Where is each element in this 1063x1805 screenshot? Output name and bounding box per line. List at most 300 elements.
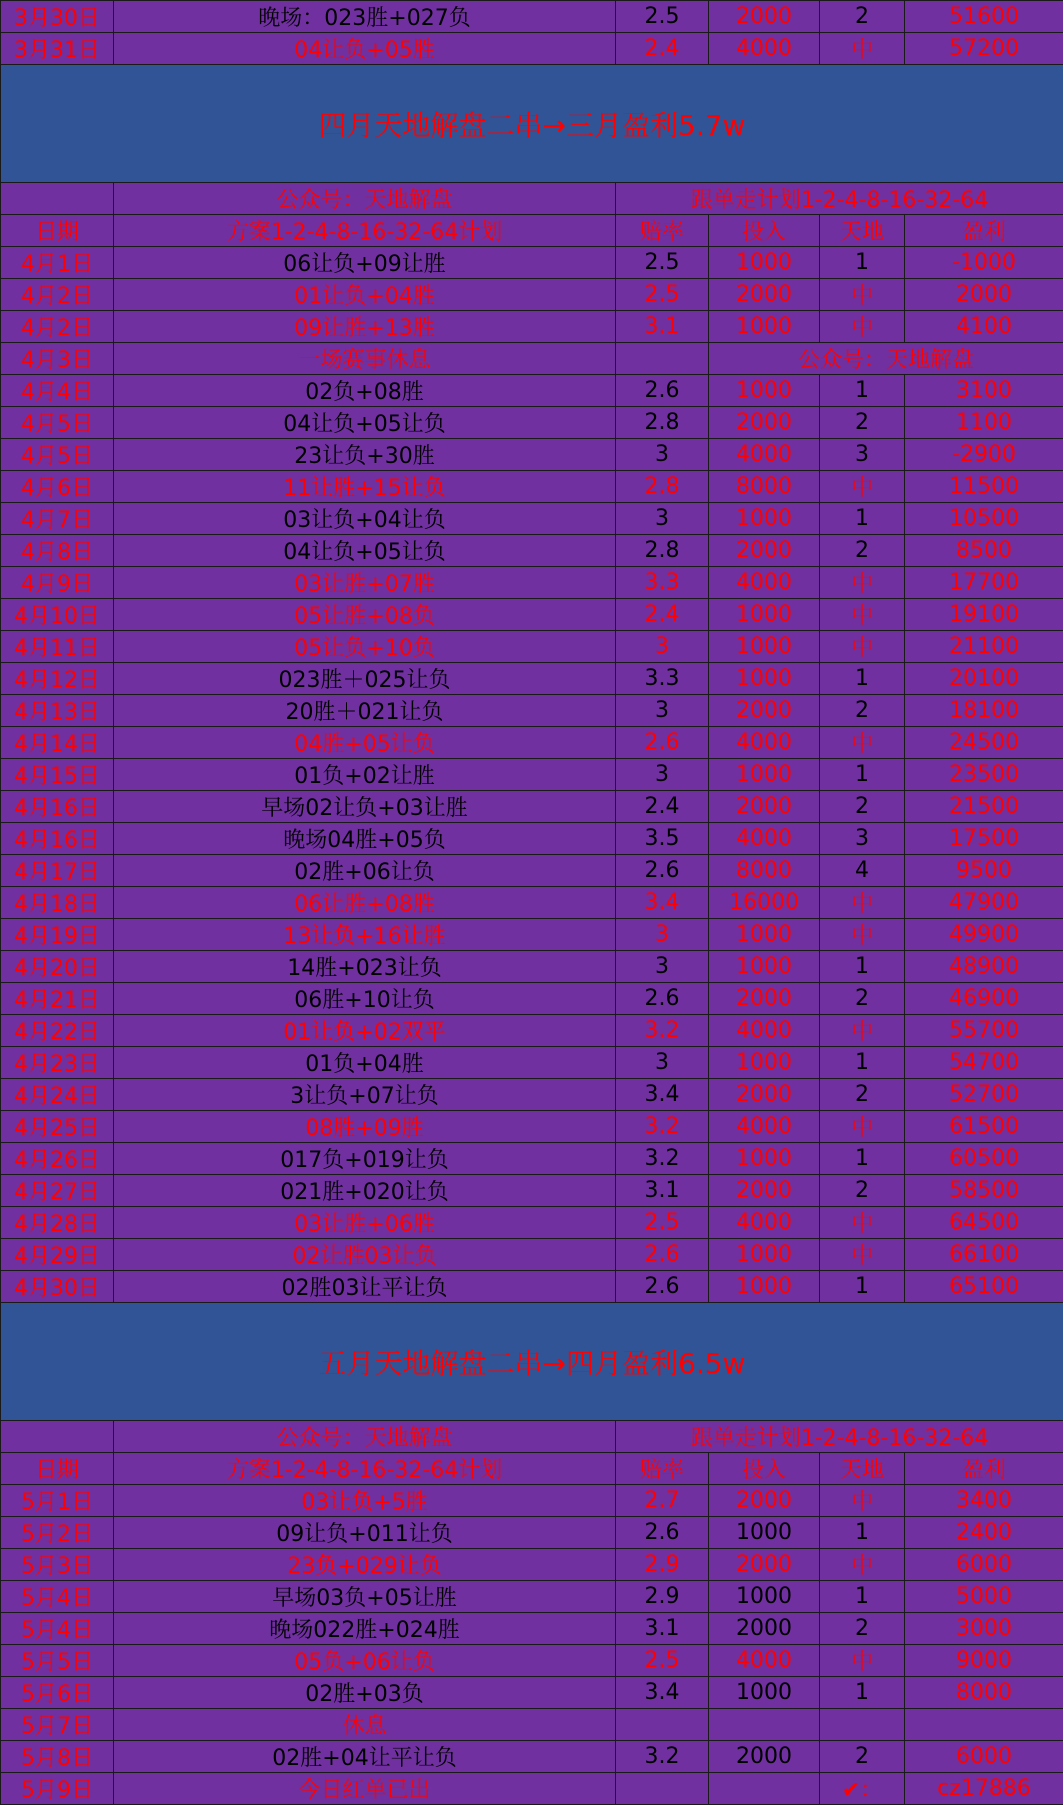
table-row <box>1 503 1063 535</box>
result-cell: 中 <box>820 631 905 663</box>
plan-cell: 05负+06让负 <box>114 1645 616 1677</box>
odds-cell: 2.4 <box>616 33 709 65</box>
plan-cell: 23负+029让负 <box>114 1549 616 1581</box>
result-cell: 2 <box>820 535 905 567</box>
odds-cell: 2.5 <box>616 1 709 33</box>
stake-cell: 4000 <box>709 1111 820 1143</box>
table-row <box>1 1549 1063 1581</box>
table-row <box>1 1 1063 33</box>
odds-cell: 3.2 <box>616 1741 709 1773</box>
result-cell: 1 <box>820 1517 905 1549</box>
profit-cell <box>905 1709 1063 1741</box>
stake-cell: 1000 <box>709 247 820 279</box>
stake-cell: 8000 <box>709 855 820 887</box>
table-row <box>1 1079 1063 1111</box>
stake-cell: 1000 <box>709 1517 820 1549</box>
plan-cell: 01让负+02双平 <box>114 1015 616 1047</box>
result-cell: 1 <box>820 1677 905 1709</box>
profit-cell: 57200 <box>905 33 1063 65</box>
profit-cell: 64500 <box>905 1207 1063 1239</box>
date-cell: 5月7日 <box>1 1709 114 1741</box>
table-row <box>1 791 1063 823</box>
plan-cell: 08胜+09胜 <box>114 1111 616 1143</box>
stake-cell: 1000 <box>709 1047 820 1079</box>
date-cell: 5月1日 <box>1 1485 114 1517</box>
date-cell: 4月24日 <box>1 1079 114 1111</box>
header-odds: 赔率 <box>616 1453 709 1485</box>
profit-cell: 2000 <box>905 279 1063 311</box>
date-cell: 4月20日 <box>1 951 114 983</box>
table-row <box>1 1741 1063 1773</box>
odds-cell: 2.5 <box>616 247 709 279</box>
result-cell: 中 <box>820 599 905 631</box>
date-cell: 4月14日 <box>1 727 114 759</box>
stake-cell: 2000 <box>709 1175 820 1207</box>
date-cell: 4月6日 <box>1 471 114 503</box>
odds-cell: 3.4 <box>616 1677 709 1709</box>
profit-cell: 17500 <box>905 823 1063 855</box>
odds-cell: 2.8 <box>616 535 709 567</box>
date-cell: 4月3日 <box>1 343 114 375</box>
date-cell: 5月3日 <box>1 1549 114 1581</box>
plan-cell: 05让负+10负 <box>114 631 616 663</box>
stake-cell: 1000 <box>709 1239 820 1271</box>
banner-title: 四月天地解盘二串→三月盈利5.7w <box>1 65 1063 183</box>
date-cell: 5月4日 <box>1 1581 114 1613</box>
stake-cell: 2000 <box>709 695 820 727</box>
plan-cell: 14胜+023让负 <box>114 951 616 983</box>
date-cell: 3月30日 <box>1 1 114 33</box>
date-cell: 4月5日 <box>1 407 114 439</box>
result-cell: 2 <box>820 983 905 1015</box>
account-row <box>1 1421 1063 1453</box>
plan-cell: 23让负+30胜 <box>114 439 616 471</box>
profit-cell: 61500 <box>905 1111 1063 1143</box>
odds-cell: 3.1 <box>616 311 709 343</box>
header-stake: 投入 <box>709 215 820 247</box>
section-banner <box>1 1303 1063 1421</box>
profit-cell: 20100 <box>905 663 1063 695</box>
result-cell: 1 <box>820 1047 905 1079</box>
odds-cell: 3 <box>616 1047 709 1079</box>
profit-cell: 52700 <box>905 1079 1063 1111</box>
result-cell: 中 <box>820 1015 905 1047</box>
plan-cell: 02让胜03让负 <box>114 1239 616 1271</box>
stake-cell: 1000 <box>709 311 820 343</box>
profit-cell: 18100 <box>905 695 1063 727</box>
date-cell: 4月2日 <box>1 311 114 343</box>
table-row <box>1 311 1063 343</box>
table-row <box>1 1645 1063 1677</box>
odds-cell: 2.4 <box>616 599 709 631</box>
stake-cell: 4000 <box>709 823 820 855</box>
result-cell: 1 <box>820 503 905 535</box>
date-cell: 4月7日 <box>1 503 114 535</box>
odds-cell: 3.1 <box>616 1613 709 1645</box>
result-cell: 中 <box>820 1111 905 1143</box>
account-label: 公众号：天地解盘 <box>114 183 616 215</box>
odds-cell: 3 <box>616 631 709 663</box>
date-cell: 4月25日 <box>1 1111 114 1143</box>
table-row <box>1 1485 1063 1517</box>
odds-cell: 2.6 <box>616 983 709 1015</box>
plan-cell: 早场03负+05让胜 <box>114 1581 616 1613</box>
date-cell: 4月11日 <box>1 631 114 663</box>
table-row <box>1 1517 1063 1549</box>
date-cell: 4月9日 <box>1 567 114 599</box>
date-cell: 4月30日 <box>1 1271 114 1303</box>
table-row <box>1 1677 1063 1709</box>
odds-cell: 3.4 <box>616 887 709 919</box>
header-result: 天地 <box>820 215 905 247</box>
plan-cell: 今日红单已出 <box>114 1773 616 1805</box>
plan-cell: 休息 <box>114 1709 616 1741</box>
stake-cell: 1000 <box>709 631 820 663</box>
profit-cell: -2900 <box>905 439 1063 471</box>
table-row <box>1 727 1063 759</box>
table-row <box>1 343 1063 375</box>
odds-cell: 2.6 <box>616 855 709 887</box>
table-row <box>1 1271 1063 1303</box>
table-row <box>1 919 1063 951</box>
profit-cell: 21100 <box>905 631 1063 663</box>
stake-cell: 4000 <box>709 1207 820 1239</box>
banner-title: 五月天地解盘二串→四月盈利6.5w <box>1 1303 1063 1421</box>
header-plan: 方案1-2-4-8-16-32-64计划 <box>114 215 616 247</box>
plan-cell: 021胜+020让负 <box>114 1175 616 1207</box>
result-cell: 1 <box>820 663 905 695</box>
profit-cell: 55700 <box>905 1015 1063 1047</box>
table-row <box>1 823 1063 855</box>
table-row <box>1 407 1063 439</box>
plan-cell: 01让负+04胜 <box>114 279 616 311</box>
date-cell: 4月13日 <box>1 695 114 727</box>
stake-cell: 4000 <box>709 1015 820 1047</box>
odds-cell: 2.6 <box>616 1271 709 1303</box>
stake-cell: 16000 <box>709 887 820 919</box>
table-row <box>1 1143 1063 1175</box>
plan-cell: 04让负+05让负 <box>114 535 616 567</box>
table-row <box>1 983 1063 1015</box>
plan-cell: 09让负+011让负 <box>114 1517 616 1549</box>
header-profit: 盈利 <box>905 1453 1063 1485</box>
empty-cell <box>1 1421 114 1453</box>
empty-cell <box>1 183 114 215</box>
header-result: 天地 <box>820 1453 905 1485</box>
table-row <box>1 1581 1063 1613</box>
stake-cell: 2000 <box>709 1079 820 1111</box>
table-row <box>1 375 1063 407</box>
date-cell: 4月16日 <box>1 823 114 855</box>
odds-cell: 2.5 <box>616 1207 709 1239</box>
stake-cell: 4000 <box>709 567 820 599</box>
stake-cell: 8000 <box>709 471 820 503</box>
date-cell: 5月8日 <box>1 1741 114 1773</box>
profit-cell: 24500 <box>905 727 1063 759</box>
stake-cell: 1000 <box>709 1581 820 1613</box>
odds-cell <box>616 1709 709 1741</box>
odds-cell: 2.9 <box>616 1581 709 1613</box>
plan-cell: 早场02让负+03让胜 <box>114 791 616 823</box>
result-cell: 2 <box>820 1613 905 1645</box>
table-row <box>1 1175 1063 1207</box>
profit-cell: 19100 <box>905 599 1063 631</box>
odds-cell: 3.2 <box>616 1015 709 1047</box>
plan-cell: 01负+02让胜 <box>114 759 616 791</box>
profit-cell: 23500 <box>905 759 1063 791</box>
plan-cell: 02负+08胜 <box>114 375 616 407</box>
note-cell: 公众号：天地解盘 <box>709 343 1063 375</box>
profit-cell: 10500 <box>905 503 1063 535</box>
follow-plan: 跟单走计划1-2-4-8-16-32-64 <box>616 183 1063 215</box>
result-cell: 中 <box>820 727 905 759</box>
result-cell: 1 <box>820 375 905 407</box>
date-cell: 4月21日 <box>1 983 114 1015</box>
result-cell: 1 <box>820 951 905 983</box>
date-cell: 4月26日 <box>1 1143 114 1175</box>
odds-cell: 3.3 <box>616 663 709 695</box>
result-cell: 中 <box>820 567 905 599</box>
profit-cell: 58500 <box>905 1175 1063 1207</box>
date-cell: 4月8日 <box>1 535 114 567</box>
profit-cell: 9000 <box>905 1645 1063 1677</box>
odds-cell: 2.8 <box>616 471 709 503</box>
date-cell: 4月29日 <box>1 1239 114 1271</box>
date-cell: 4月5日 <box>1 439 114 471</box>
odds-cell: 3 <box>616 951 709 983</box>
table-row <box>1 887 1063 919</box>
plan-cell: 13让负+16让胜 <box>114 919 616 951</box>
date-cell: 5月6日 <box>1 1677 114 1709</box>
table-row <box>1 1773 1063 1805</box>
table-row <box>1 759 1063 791</box>
odds-cell: 2.8 <box>616 407 709 439</box>
plan-cell: 04让负+05让负 <box>114 407 616 439</box>
result-cell: 3 <box>820 823 905 855</box>
header-odds: 赔率 <box>616 215 709 247</box>
stake-cell: 2000 <box>709 1 820 33</box>
odds-cell: 3 <box>616 759 709 791</box>
plan-cell: 03让负+04让负 <box>114 503 616 535</box>
date-cell: 4月23日 <box>1 1047 114 1079</box>
table-row <box>1 599 1063 631</box>
table-row <box>1 471 1063 503</box>
date-cell: 3月31日 <box>1 33 114 65</box>
date-cell: 4月28日 <box>1 1207 114 1239</box>
date-cell: 5月4日 <box>1 1613 114 1645</box>
odds-cell: 3 <box>616 439 709 471</box>
date-cell: 4月19日 <box>1 919 114 951</box>
plan-cell: 09让胜+13胜 <box>114 311 616 343</box>
table-row <box>1 855 1063 887</box>
date-cell: 4月2日 <box>1 279 114 311</box>
stake-cell: 2000 <box>709 1741 820 1773</box>
profit-cell: 21500 <box>905 791 1063 823</box>
profit-cell: 17700 <box>905 567 1063 599</box>
profit-cell: 6000 <box>905 1741 1063 1773</box>
stake-cell: 1000 <box>709 1677 820 1709</box>
odds-cell: 2.4 <box>616 791 709 823</box>
odds-cell: 2.7 <box>616 1485 709 1517</box>
odds-cell: 3 <box>616 919 709 951</box>
profit-cell: 2400 <box>905 1517 1063 1549</box>
result-cell: 2 <box>820 695 905 727</box>
plan-cell: 02胜+06让负 <box>114 855 616 887</box>
plan-cell: 3让负+07让负 <box>114 1079 616 1111</box>
plan-cell: 06让负+09让胜 <box>114 247 616 279</box>
result-cell: 3 <box>820 439 905 471</box>
table-row <box>1 279 1063 311</box>
profit-cell: 66100 <box>905 1239 1063 1271</box>
plan-cell: 023胜＋025让负 <box>114 663 616 695</box>
plan-cell: 05让胜+08负 <box>114 599 616 631</box>
date-cell: 4月12日 <box>1 663 114 695</box>
stake-cell: 2000 <box>709 1485 820 1517</box>
table-row <box>1 631 1063 663</box>
odds-cell: 2.6 <box>616 727 709 759</box>
table-row <box>1 567 1063 599</box>
stake-cell: 2000 <box>709 1613 820 1645</box>
stake-cell: 1000 <box>709 919 820 951</box>
table-body <box>1 1 1063 1805</box>
table-row <box>1 1613 1063 1645</box>
result-cell: 中 <box>820 33 905 65</box>
result-cell: 中 <box>820 471 905 503</box>
plan-cell: 03让负+5胜 <box>114 1485 616 1517</box>
result-cell: 2 <box>820 1175 905 1207</box>
section-banner <box>1 65 1063 183</box>
profit-cell: 47900 <box>905 887 1063 919</box>
header-plan: 方案1-2-4-8-16-32-64计划 <box>114 1453 616 1485</box>
date-cell: 4月4日 <box>1 375 114 407</box>
result-cell: 2 <box>820 1741 905 1773</box>
date-cell: 4月22日 <box>1 1015 114 1047</box>
result-cell: 1 <box>820 1143 905 1175</box>
profit-cell: cz17886 <box>905 1773 1063 1805</box>
date-cell: 4月27日 <box>1 1175 114 1207</box>
profit-cell: 54700 <box>905 1047 1063 1079</box>
table-row <box>1 1239 1063 1271</box>
profit-cell: 6000 <box>905 1549 1063 1581</box>
result-cell: 2 <box>820 407 905 439</box>
profit-cell: 60500 <box>905 1143 1063 1175</box>
plan-cell: 晚场04胜+05负 <box>114 823 616 855</box>
odds-cell: 2.6 <box>616 1239 709 1271</box>
odds-cell: 3.2 <box>616 1143 709 1175</box>
follow-plan: 跟单走计划1-2-4-8-16-32-64 <box>616 1421 1063 1453</box>
profit-cell: 8000 <box>905 1677 1063 1709</box>
odds-cell: 3.1 <box>616 1175 709 1207</box>
date-cell: 5月5日 <box>1 1645 114 1677</box>
header-date: 日期 <box>1 215 114 247</box>
plan-cell: 晚场022胜+024胜 <box>114 1613 616 1645</box>
result-cell: 中 <box>820 311 905 343</box>
plan-cell: 晚场：023胜+027负 <box>114 1 616 33</box>
header-date: 日期 <box>1 1453 114 1485</box>
odds-cell: 3.4 <box>616 1079 709 1111</box>
plan-cell: 01负+04胜 <box>114 1047 616 1079</box>
table-row <box>1 1207 1063 1239</box>
result-cell: 中 <box>820 1485 905 1517</box>
stake-cell: 1000 <box>709 951 820 983</box>
date-cell: 4月18日 <box>1 887 114 919</box>
stake-cell: 4000 <box>709 727 820 759</box>
profit-cell: 48900 <box>905 951 1063 983</box>
header-profit: 盈利 <box>905 215 1063 247</box>
odds-cell: 3 <box>616 695 709 727</box>
date-cell: 4月1日 <box>1 247 114 279</box>
odds-cell <box>616 1773 709 1805</box>
table-row <box>1 951 1063 983</box>
result-cell <box>820 1709 905 1741</box>
odds-cell: 2.6 <box>616 1517 709 1549</box>
date-cell: 4月15日 <box>1 759 114 791</box>
odds-cell: 3.5 <box>616 823 709 855</box>
plan-cell: 04让负+05胜 <box>114 33 616 65</box>
stake-cell <box>709 1709 820 1741</box>
profit-cell: 4100 <box>905 311 1063 343</box>
stake-cell: 4000 <box>709 1645 820 1677</box>
odds-cell: 2.5 <box>616 1645 709 1677</box>
odds-cell: 2.9 <box>616 1549 709 1581</box>
result-cell: 中 <box>820 1549 905 1581</box>
account-label: 公众号：天地解盘 <box>114 1421 616 1453</box>
profit-cell: 3400 <box>905 1485 1063 1517</box>
result-cell: 中 <box>820 1239 905 1271</box>
stake-cell: 1000 <box>709 759 820 791</box>
stake-cell: 1000 <box>709 599 820 631</box>
result-cell: 1 <box>820 759 905 791</box>
stake-cell: 4000 <box>709 439 820 471</box>
table-row <box>1 247 1063 279</box>
profit-cell: 8500 <box>905 535 1063 567</box>
odds-cell: 3 <box>616 503 709 535</box>
odds-cell <box>616 343 709 375</box>
plan-cell: 20胜＋021让负 <box>114 695 616 727</box>
result-cell: 中 <box>820 1207 905 1239</box>
header-row <box>1 1453 1063 1485</box>
plan-cell: 03让胜+06胜 <box>114 1207 616 1239</box>
profit-cell: 65100 <box>905 1271 1063 1303</box>
result-cell: 中 <box>820 887 905 919</box>
stake-cell: 2000 <box>709 279 820 311</box>
date-cell: 4月17日 <box>1 855 114 887</box>
result-cell: 中 <box>820 919 905 951</box>
profit-cell: 11500 <box>905 471 1063 503</box>
stake-cell: 2000 <box>709 983 820 1015</box>
date-cell: 5月9日 <box>1 1773 114 1805</box>
profit-cell: 3000 <box>905 1613 1063 1645</box>
odds-cell: 2.6 <box>616 375 709 407</box>
profit-cell: 1100 <box>905 407 1063 439</box>
plan-cell: 017负+019让负 <box>114 1143 616 1175</box>
plan-cell: 06胜+10让负 <box>114 983 616 1015</box>
profit-cell: 5000 <box>905 1581 1063 1613</box>
profit-cell: 3100 <box>905 375 1063 407</box>
odds-cell: 3.3 <box>616 567 709 599</box>
table-row <box>1 439 1063 471</box>
result-cell: 2 <box>820 1079 905 1111</box>
date-cell: 5月2日 <box>1 1517 114 1549</box>
stake-cell: 1000 <box>709 1143 820 1175</box>
account-row <box>1 183 1063 215</box>
odds-cell: 3.2 <box>616 1111 709 1143</box>
plan-cell: 一场赛事休息 <box>114 343 616 375</box>
stake-cell: 1000 <box>709 375 820 407</box>
date-cell: 4月16日 <box>1 791 114 823</box>
plan-cell: 11让胜+15让负 <box>114 471 616 503</box>
stake-cell: 1000 <box>709 503 820 535</box>
